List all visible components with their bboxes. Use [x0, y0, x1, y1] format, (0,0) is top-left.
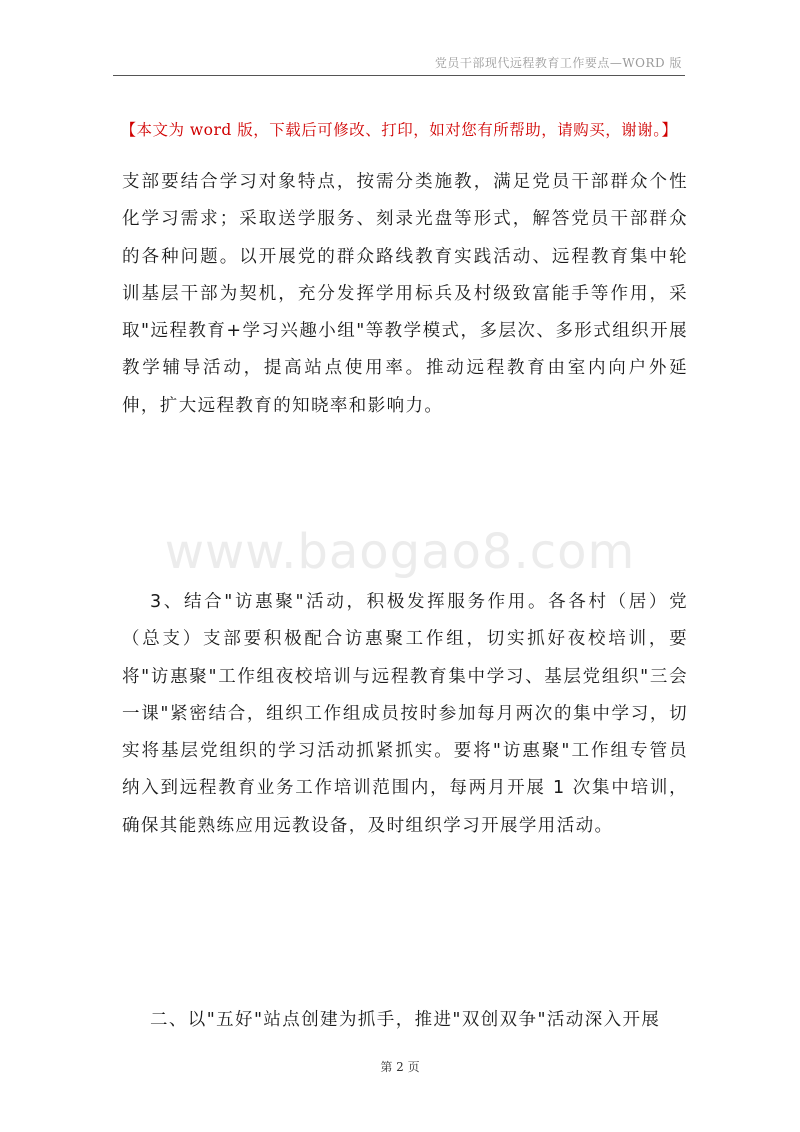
section-heading: 二、以"五好"站点创建为抓手，推进"双创双争"活动深入开展	[150, 1010, 661, 1030]
purchase-notice: 【本文为 word 版，下载后可修改、打印，如对您有所帮助，请购买，谢谢。】	[120, 121, 678, 139]
watermark: www.baogao8.com	[164, 524, 636, 580]
body-paragraph-2: 3、结合"访惠聚"活动，积极发挥服务作用。各各村（居）党（总支）支部要积极配合访惠聚工作组，切实抓好夜校培训，要将"访惠聚"工作组夜校培训与远程教育集中学习、基层党组织"三会一课"紧密结合，组织工作组成员按时参加每月两次的集中学习，切实将基层党组织的学习活动抓紧抓实。要将"访惠聚"工作组专管员纳入到远程教育业务工作培训范围内，每两月开展 1 次集中培训，确保其能熟练应用远教设备，及时组织学习开展学用活动。	[122, 592, 688, 836]
header-title: 党员干部现代远程教育工作要点—WORD 版	[434, 56, 682, 70]
header-divider	[113, 75, 685, 76]
page-number: 第 2 页	[380, 1060, 420, 1074]
body-paragraph-1: 支部要结合学习对象特点，按需分类施教，满足党员干部群众个性化学习需求；采取送学服务、刻录光盘等形式，解答党员干部群众的各种问题。以开展党的群众路线教育实践活动、远程教育集中轮训基层干部为契机，充分发挥学用标兵及村级致富能手等作用，采取"远程教育+学习兴趣小组"等教学模式，多层次、多形式组织开展教学辅导活动，提高站点使用率。推动远程教育由室内向户外延伸，扩大远程教育的知晓率和影响力。	[122, 172, 688, 416]
